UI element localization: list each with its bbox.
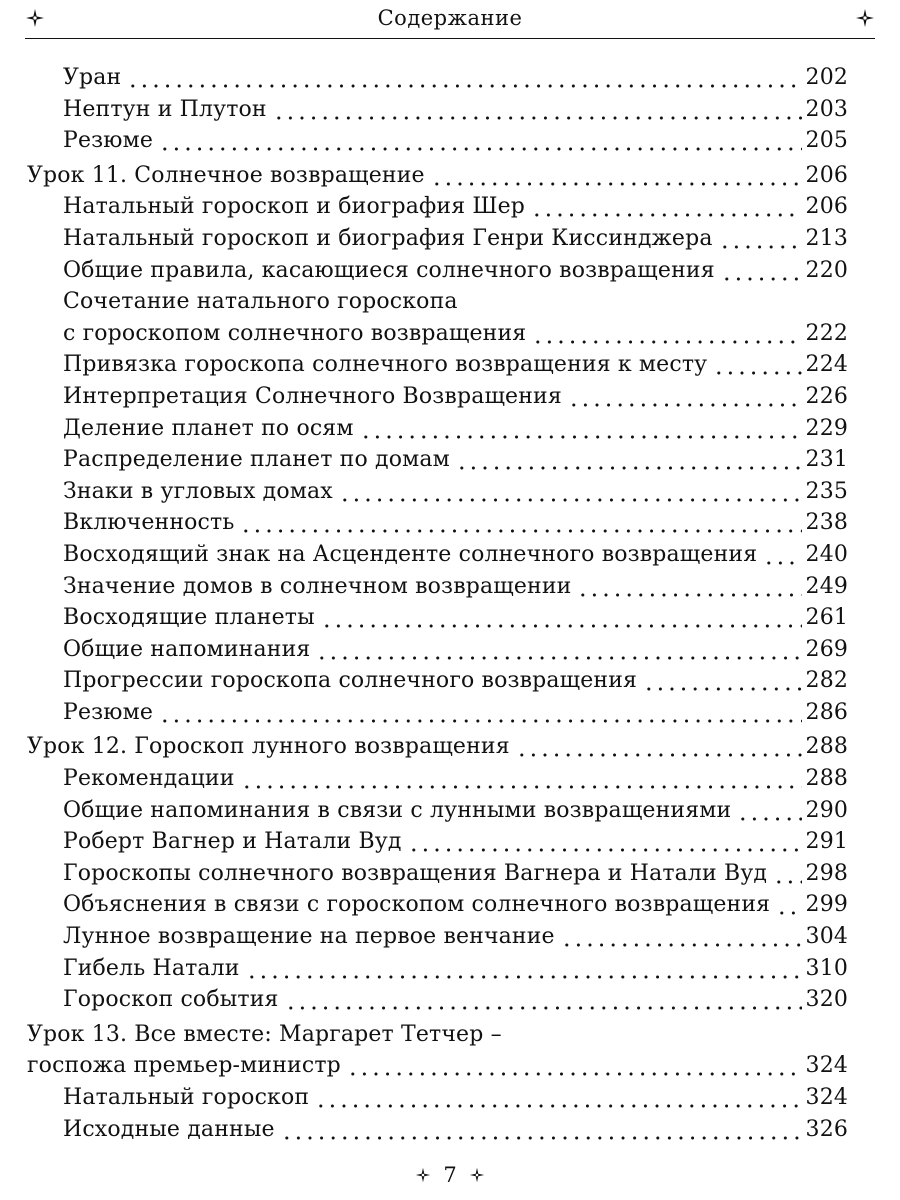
toc-entry-page: 229	[805, 415, 848, 441]
toc-entry-title: Исходные данные	[63, 1116, 275, 1142]
dot-leader	[321, 602, 802, 634]
dot-leader	[281, 1114, 802, 1146]
toc-entry-title: Восходящий знак на Асценденте солнечного возвращения	[63, 541, 758, 567]
toc-entry[interactable]	[27, 889, 848, 921]
dot-leader	[316, 634, 801, 666]
page-header	[25, 0, 875, 40]
toc-entry-page: 324	[805, 1085, 848, 1110]
header-rule	[25, 38, 875, 39]
toc-entry[interactable]	[27, 476, 848, 508]
toc-entry-page: 269	[805, 636, 848, 662]
toc-chapter-page: 324	[805, 1053, 848, 1079]
dot-leader	[360, 413, 802, 445]
toc-entry-title: Включенность	[63, 510, 235, 536]
toc-entry-page: 282	[805, 668, 848, 694]
toc-entry-page: 206	[805, 194, 848, 220]
toc-entry-title: Уран	[63, 65, 122, 90]
page-title: Содержание	[377, 6, 523, 30]
toc-chapter-page: 288	[805, 734, 848, 760]
toc-entry[interactable]	[27, 539, 848, 571]
toc-entry-title: Гибель Натали	[63, 955, 240, 981]
toc-chapter-page: 206	[805, 162, 848, 188]
toc-entry-page: 226	[805, 383, 848, 409]
toc-entry[interactable]	[27, 763, 848, 795]
toc-entry-title: Деление планет по осям	[63, 415, 354, 441]
toc-entry-title: Натальный гороскоп и биография Генри Киссинджера	[63, 225, 713, 251]
dot-leader	[776, 889, 801, 921]
toc-entry-page: 291	[805, 829, 848, 855]
toc-entry-title-line2: с гороскопом солнечного возвращения	[63, 320, 527, 346]
toc-entry-title: Резюме	[63, 128, 154, 154]
dot-leader	[719, 223, 802, 255]
toc-entry[interactable]	[27, 858, 848, 890]
dot-leader	[737, 795, 801, 827]
toc-entry[interactable]	[27, 349, 848, 381]
dot-leader	[339, 476, 802, 508]
toc-entry[interactable]	[27, 953, 848, 985]
toc-entry[interactable]	[27, 1082, 848, 1114]
toc-entry-title: Общие напоминания в связи с лунными возвращениями	[63, 797, 732, 823]
toc-entry-title: Прогрессии гороскопа солнечного возвращения	[63, 668, 638, 694]
toc-entry-title: Натальный гороскоп	[63, 1085, 310, 1110]
dot-leader	[246, 953, 802, 985]
dot-leader	[456, 444, 802, 476]
toc-entry-title: Натальный гороскоп и биография Шер	[63, 194, 526, 220]
toc-entry[interactable]	[27, 665, 848, 697]
toc-entry-page: 224	[805, 352, 848, 378]
toc-entry[interactable]	[27, 444, 848, 476]
dot-leader	[408, 826, 802, 858]
toc-entry-title: Восходящие планеты	[63, 605, 315, 631]
dot-leader	[561, 921, 802, 953]
toc-entry-title: Привязка гороскопа солнечного возвращения к месту	[63, 352, 708, 378]
toc-entry-title: Лунное возвращение на первое венчание	[63, 924, 555, 950]
toc-chapter-title-line1: Урок 13. Все вместе: Маргарет Тетчер –	[27, 1021, 502, 1047]
toc-entry-title: Общие напоминания	[63, 636, 311, 662]
dot-leader	[568, 381, 802, 413]
table-of-contents	[27, 62, 848, 1145]
toc-entry[interactable]	[27, 507, 848, 539]
toc-entry-title-line1: Сочетание натального гороскопа	[63, 289, 458, 315]
toc-entry-page: 213	[805, 225, 848, 251]
toc-chapter-lesson-13[interactable]	[27, 1019, 848, 1082]
toc-entry-page: 261	[805, 605, 848, 631]
toc-entry-page: 220	[805, 257, 848, 283]
toc-entry-page: 299	[805, 892, 848, 918]
toc-chapter-lesson-11[interactable]	[27, 160, 848, 192]
toc-entry-title: Гороскопы солнечного возвращения Вагнера и Натали Вуд	[63, 860, 768, 886]
toc-entry[interactable]	[27, 697, 848, 729]
toc-entry-page: 326	[805, 1116, 848, 1142]
dot-leader	[577, 571, 801, 603]
dot-leader	[763, 539, 801, 571]
toc-entry[interactable]	[27, 634, 848, 666]
dot-leader	[273, 94, 802, 126]
dot-leader	[643, 665, 801, 697]
dot-leader	[240, 507, 801, 539]
toc-entry-page: 222	[805, 320, 848, 346]
toc-entry-page: 286	[805, 699, 848, 725]
dot-leader	[721, 255, 802, 287]
toc-entry[interactable]	[27, 571, 848, 603]
star-ornament-icon	[469, 1167, 485, 1183]
toc-entry[interactable]	[27, 1114, 848, 1146]
toc-entry[interactable]	[27, 602, 848, 634]
toc-entry-page: 249	[805, 573, 848, 599]
toc-entry[interactable]	[27, 125, 848, 157]
dot-leader	[127, 62, 801, 94]
toc-entry-title: Роберт Вагнер и Натали Вуд	[63, 829, 402, 855]
toc-entry-page: 238	[805, 510, 848, 536]
toc-entry[interactable]	[27, 984, 848, 1016]
dot-leader	[713, 349, 801, 381]
toc-entry-page: 203	[805, 96, 848, 122]
toc-chapter-title-line2: госпожа премьер-министр	[27, 1053, 341, 1079]
dot-leader	[241, 763, 802, 795]
dot-leader	[773, 858, 801, 890]
toc-entry-page: 290	[805, 797, 848, 823]
star-ornament-icon	[415, 1167, 431, 1183]
dot-leader	[431, 160, 802, 192]
toc-entry-title: Знаки в угловых домах	[63, 478, 333, 504]
toc-entry[interactable]	[27, 94, 848, 126]
toc-entry-two-line[interactable]	[27, 286, 848, 349]
toc-chapter-title: Урок 11. Солнечное возвращение	[27, 162, 425, 188]
toc-entry[interactable]	[27, 413, 848, 445]
toc-entry-page: 202	[805, 65, 848, 90]
toc-entry-page: 310	[805, 955, 848, 981]
toc-entry-title: Объяснения в связи с гороскопом солнечного возвращения	[63, 892, 771, 918]
toc-entry-page: 288	[805, 766, 848, 792]
toc-entry-page: 205	[805, 128, 848, 154]
dot-leader	[531, 191, 802, 223]
toc-entry-page: 298	[805, 860, 848, 886]
toc-entry-title: Рекомендации	[63, 766, 235, 792]
toc-entry[interactable]	[27, 255, 848, 287]
toc-entry-page: 320	[805, 987, 848, 1013]
toc-entry-title: Нептун и Плутон	[63, 96, 267, 122]
toc-entry[interactable]	[27, 826, 848, 858]
toc-entry-title: Значение домов в солнечном возвращении	[63, 573, 572, 599]
dot-leader	[159, 125, 802, 157]
toc-entry-title: Интерпретация Солнечного Возвращения	[63, 383, 562, 409]
toc-entry-page: 235	[805, 478, 848, 504]
toc-entry-title: Гороскоп события	[63, 987, 279, 1013]
toc-entry-page: 231	[805, 447, 848, 473]
dot-leader	[347, 1050, 802, 1082]
toc-entry[interactable]	[27, 381, 848, 413]
dot-leader	[315, 1082, 801, 1114]
toc-entry[interactable]	[27, 191, 848, 223]
toc-entry[interactable]	[27, 62, 848, 94]
toc-entry-title: Общие правила, касающиеся солнечного возвращения	[63, 257, 715, 283]
toc-entry[interactable]	[27, 223, 848, 255]
page-number: 7	[443, 1163, 457, 1187]
dot-leader	[285, 984, 802, 1016]
toc-chapter-lesson-12[interactable]	[27, 731, 848, 763]
toc-entry-title: Распределение планет по домам	[63, 447, 450, 473]
toc-entry[interactable]	[27, 921, 848, 953]
star-ornament-icon	[855, 8, 875, 28]
toc-chapter-title: Урок 12. Гороскоп лунного возвращения	[27, 734, 510, 760]
toc-entry[interactable]	[27, 795, 848, 827]
dot-leader	[159, 697, 802, 729]
page-footer	[0, 1163, 900, 1187]
dot-leader	[516, 731, 802, 763]
dot-leader	[532, 318, 801, 350]
toc-entry-title: Резюме	[63, 699, 154, 725]
toc-entry-page: 240	[805, 541, 848, 567]
toc-entry-page: 304	[805, 924, 848, 950]
